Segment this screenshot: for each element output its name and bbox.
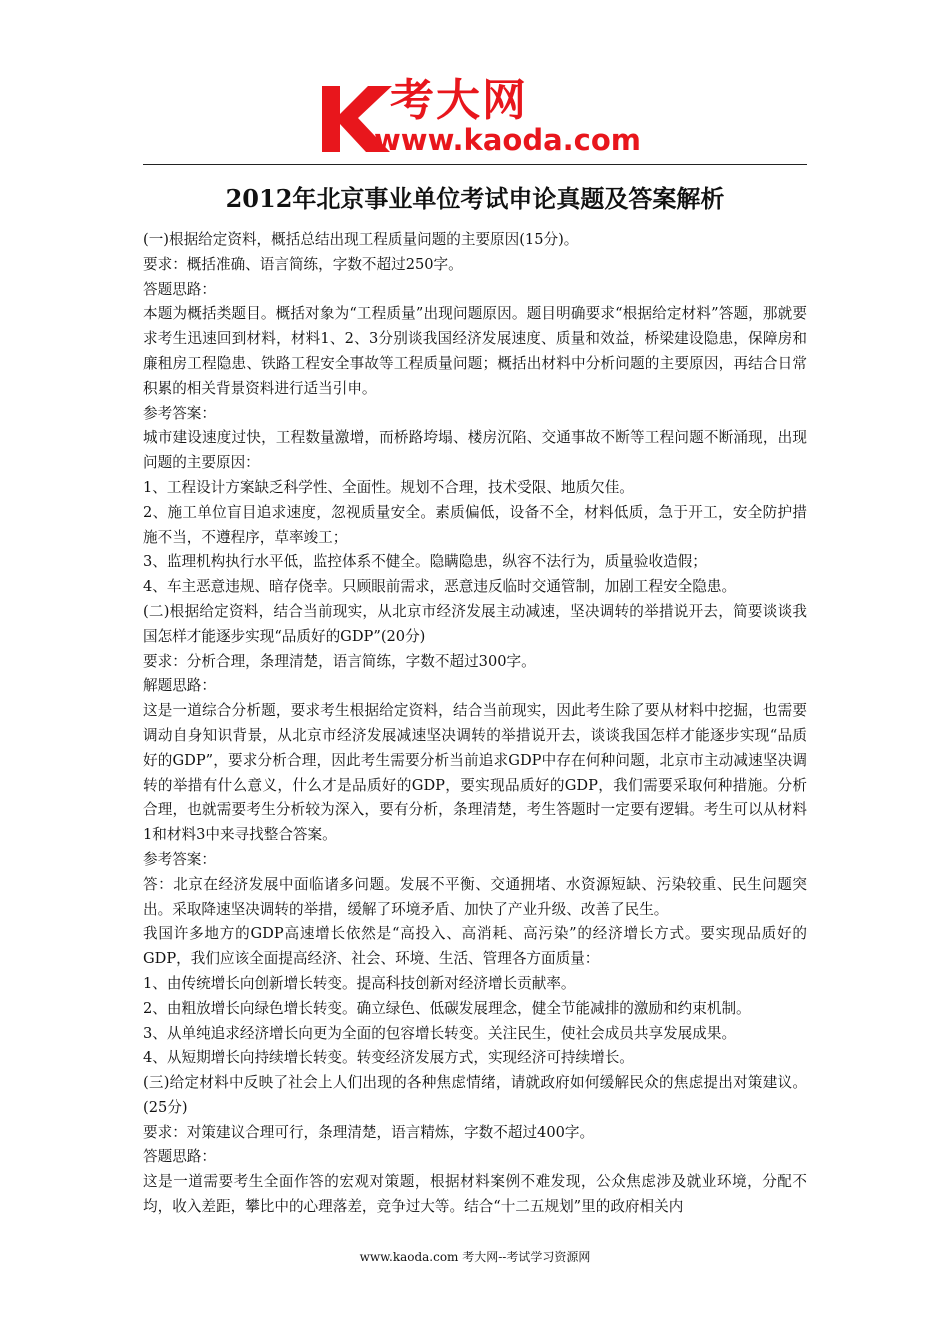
paragraph: 1、由传统增长向创新增长转变。提高科技创新对经济增长贡献率。 bbox=[143, 974, 576, 992]
document-body bbox=[143, 228, 807, 1220]
header-divider bbox=[143, 164, 807, 165]
paragraph: 3、从单纯追求经济增长向更为全面的包容增长转变。关注民生，使社会成员共享发展成果。 bbox=[143, 1024, 737, 1042]
paragraph: 4、车主恶意违规、暗存侥幸。只顾眼前需求，恶意违反临时交通管制，加剧工程安全隐患。 bbox=[143, 578, 737, 596]
paragraph: 2、施工单位盲目追求速度，忽视质量安全。素质偏低，设备不全，材料低质，急于开工，安全防护措施不当，不遵程序，草率竣工； bbox=[143, 503, 807, 546]
paragraph: 参考答案： bbox=[143, 404, 216, 422]
logo-name-cn: 考大网 bbox=[390, 75, 528, 126]
logo-url: www.kaoda.com bbox=[374, 123, 641, 157]
paragraph: 答题思路： bbox=[143, 280, 216, 298]
document-title: 2012年北京事业单位考试申论真题及答案解析 bbox=[225, 184, 725, 213]
paragraph: 3、监理机构执行水平低，监控体系不健全。隐瞒隐患，纵容不法行为，质量验收造假； bbox=[143, 553, 707, 571]
paragraph: 这是一道综合分析题，要求考生根据给定资料，结合当前现实，因此考生除了要从材料中挖掘，也需要调动自身知识背景，从北京市经济发展减速坚决调转的举措说开去，谈谈我国怎样才能逐步实现“品质好的GDP”，要求分析合理，因此考生需要分析当前追求GDP中存在何种问题，北京市主动减速坚决调转的举措有什么意义，什么才是品质好的GDP，要实现品质好的GDP，我们需要采取何种措施。分析合理，也就需要考生分析较为深入，要有分析，条理清楚，考生答题时一定要有逻辑。考生可以从材料1和材料3中来寻找整合答案。 bbox=[143, 702, 807, 844]
paragraph: 这是一道需要考生全面作答的宏观对策题，根据材料案例不难发现，公众焦虑涉及就业环境，分配不均，收入差距，攀比中的心理落差，竞争过大等。结合“十二五规划”里的政府相关内 bbox=[143, 1173, 807, 1216]
paragraph: 答：北京在经济发展中面临诸多问题。发展不平衡、交通拥堵、水资源短缺、污染较重、民生问题突出。采取降速坚决调转的举措，缓解了环境矛盾、加快了产业升级、改善了民生。 bbox=[143, 875, 807, 918]
paragraph: (一)根据给定资料，概括总结出现工程质量问题的主要原因(15分)。 bbox=[143, 231, 579, 248]
paragraph: 本题为概括类题目。概括对象为“工程质量”出现问题原因。题目明确要求“根据给定材料”答题，那就要求考生迅速回到材料，材料1、2、3分别谈我国经济发展速度、质量和效益，桥梁建设隐患，保障房和廉租房工程隐患、铁路工程安全事故等工程质量问题；概括出材料中分析问题的主要原因，再结合日常积累的相关背景资料进行适当引申。 bbox=[143, 305, 807, 397]
paragraph: 参考答案： bbox=[143, 850, 216, 868]
paragraph: 4、从短期增长向持续增长转变。转变经济发展方式，实现经济可持续增长。 bbox=[143, 1049, 634, 1067]
paragraph: (二)根据给定资料，结合当前现实，从北京市经济发展主动减速，坚决调转的举措说开去，简要谈谈我国怎样才能逐步实现“品质好的GDP”(20分) bbox=[143, 602, 807, 645]
paragraph: 要求：分析合理，条理清楚，语言简练，字数不超过300字。 bbox=[143, 652, 536, 670]
paragraph: 答题思路： bbox=[143, 1148, 216, 1166]
paragraph: 要求：概括准确、语言简练，字数不超过250字。 bbox=[143, 255, 463, 273]
page-footer: www.kaoda.com 考大网--考试学习资源网 bbox=[359, 1250, 591, 1264]
kaoda-logo bbox=[318, 76, 648, 162]
paragraph: 我国许多地方的GDP高速增长依然是“高投入、高消耗、高污染”的经济增长方式。要实现品质好的GDP，我们应该全面提高经济、社会、环境、生活、管理各方面质量： bbox=[143, 925, 807, 968]
paragraph: 要求：对策建议合理可行，条理清楚，语言精炼，字数不超过400字。 bbox=[143, 1123, 595, 1141]
paragraph: 解题思路： bbox=[143, 677, 216, 695]
paragraph: 1、工程设计方案缺乏科学性、全面性。规划不合理，技术受限、地质欠佳。 bbox=[143, 478, 634, 496]
paragraph: (三)给定材料中反映了社会上人们出现的各种焦虑情绪，请就政府如何缓解民众的焦虑提出对策建议。(25分) bbox=[143, 1074, 807, 1116]
paragraph: 城市建设速度过快，工程数量激增，而桥路垮塌、楼房沉陷、交通事故不断等工程问题不断涌现，出现问题的主要原因： bbox=[143, 429, 807, 472]
paragraph: 2、由粗放增长向绿色增长转变。确立绿色、低碳发展理念，健全节能减排的激励和约束机制。 bbox=[143, 999, 751, 1017]
